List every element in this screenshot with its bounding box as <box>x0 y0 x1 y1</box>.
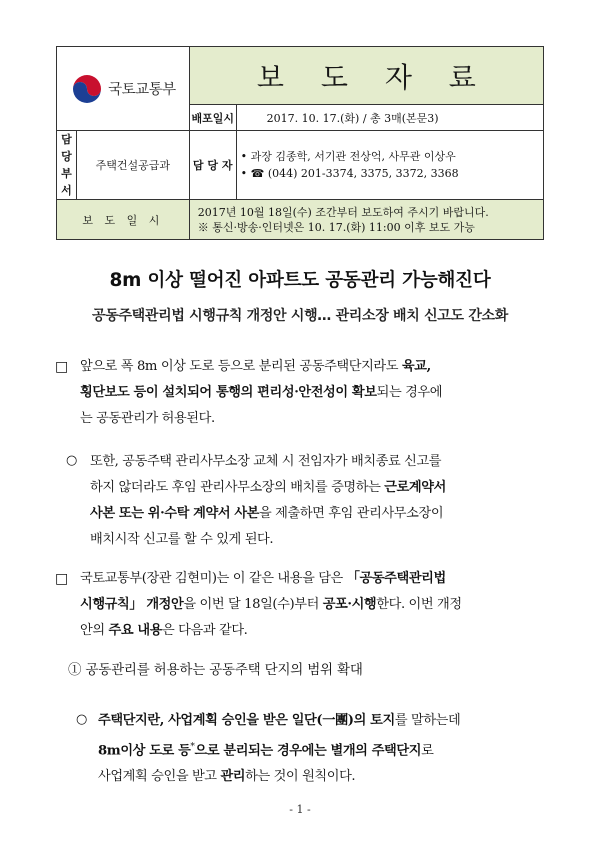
p4-line2: 로 <box>421 743 434 759</box>
footnote-marker: * <box>190 742 195 752</box>
p4-line3: 사업계획 승인을 받고 <box>98 769 221 785</box>
bullet-circle-icon: ○ <box>66 453 78 468</box>
bullet-circle-icon: ○ <box>76 712 88 727</box>
ministry-logo <box>57 72 189 106</box>
p1-line1-bold: 육교, <box>401 359 431 374</box>
p3-line2-end: 한다. 이번 개정 <box>376 597 462 612</box>
p4-line1-bold: 주택단지란, 사업계획 승인을 받은 일단(一團)의 토지 <box>98 713 395 728</box>
p3-line2-bold2: 공포·시행 <box>322 597 377 612</box>
paragraph-4 <box>98 708 460 790</box>
p2-line3-bold: 사본 또는 위·수탁 계약서 사본 <box>90 506 260 521</box>
contact-names: • 과장 김종학, 서기관 전상억, 사무관 이상우 <box>240 150 456 163</box>
paragraph-2 <box>90 449 446 553</box>
doc-type-title: 보 도 자 료 <box>189 47 543 105</box>
p2-line4: 배치시작 신고를 할 수 있게 된다. <box>90 532 274 547</box>
section-heading-1: ① 공동관리를 허용하는 공동주택 단지의 범위 확대 <box>68 662 363 678</box>
logo-cell <box>57 47 190 131</box>
subheadline: 공동주택관리법 시행규칙 개정안 시행… 관리소장 배치 신고도 간소화 <box>92 308 508 324</box>
dept-label: 담당 부서 <box>57 131 77 200</box>
p2-line2: 하지 않더라도 후임 관리사무소장의 배치를 증명하는 <box>90 480 385 495</box>
p2-line2-bold: 근로계약서 <box>384 480 446 495</box>
p3-line3-end: 은 다음과 같다. <box>162 623 248 638</box>
p1-line2: 되는 경우에 <box>376 385 443 400</box>
p3-line1-bold: 「공동주택관리법 <box>346 571 446 586</box>
org-name: 국토교통부 <box>108 82 176 98</box>
paragraph-1 <box>80 354 442 432</box>
contact-phone: • ☎ (044) 201-3374, 3375, 3372, 3368 <box>240 167 459 180</box>
page-number: - 1 - <box>289 803 311 816</box>
p3-line2: 을 이번 달 18일(수)부터 <box>183 597 323 612</box>
p2-line1: 또한, 공동주택 관리사무소장 교체 시 전임자가 배치종료 신고를 <box>90 454 442 469</box>
embargo-label: 보 도 일 시 <box>57 200 190 240</box>
bullet-square-icon: □ <box>55 571 69 587</box>
dept-value: 주택건설공급과 <box>76 131 189 200</box>
taegeuk-emblem-icon <box>70 72 104 106</box>
embargo-info <box>189 200 543 240</box>
distribution-value: 2017. 10. 17.(화) / 총 3매(본문3) <box>236 105 543 131</box>
distribution-label: 배포일시 <box>189 105 236 131</box>
p2-line3: 을 제출하면 후임 관리사무소장이 <box>259 506 444 521</box>
headline: 8m 이상 떨어진 아파트도 공동관리 가능해진다 <box>109 270 491 291</box>
person-label: 담 당 자 <box>189 131 236 200</box>
p1-line1: 앞으로 폭 8m 이상 도로 등으로 분리된 공동주택단지라도 <box>80 359 402 374</box>
p3-line1: 국토교통부(장관 김현미)는 이 같은 내용을 담은 <box>80 571 347 586</box>
p1-line3: 는 공동관리가 허용된다. <box>80 411 215 426</box>
paragraph-3 <box>80 566 462 644</box>
p3-line3: 안의 <box>80 623 109 638</box>
p1-line2-bold: 횡단보도 등이 설치되어 통행의 편리성·안전성이 확보 <box>80 385 377 400</box>
p4-line3-bold: 관리 <box>220 769 246 785</box>
p4-line2-bold2: 으로 분리되는 경우에는 별개의 주택단지 <box>194 743 422 759</box>
p4-line3-end: 하는 것이 원칙이다. <box>245 769 356 785</box>
press-release-header <box>56 46 544 240</box>
p4-line2-bold: 8m이상 도로 등 <box>98 743 191 759</box>
p3-line3-bold: 주요 내용 <box>108 623 163 638</box>
embargo-line1: 2017년 10월 18일(수) 조간부터 보도하여 주시기 바랍니다. <box>197 205 489 219</box>
p3-line2-bold: 시행규칙」 개정안 <box>80 597 184 612</box>
p4-line1: 를 말하는데 <box>394 713 461 728</box>
embargo-line2: ※ 통신·방송·인터넷은 10. 17.(화) 11:00 이후 보도 가능 <box>197 220 475 234</box>
bullet-square-icon: □ <box>55 359 69 375</box>
contact-info <box>236 131 543 200</box>
